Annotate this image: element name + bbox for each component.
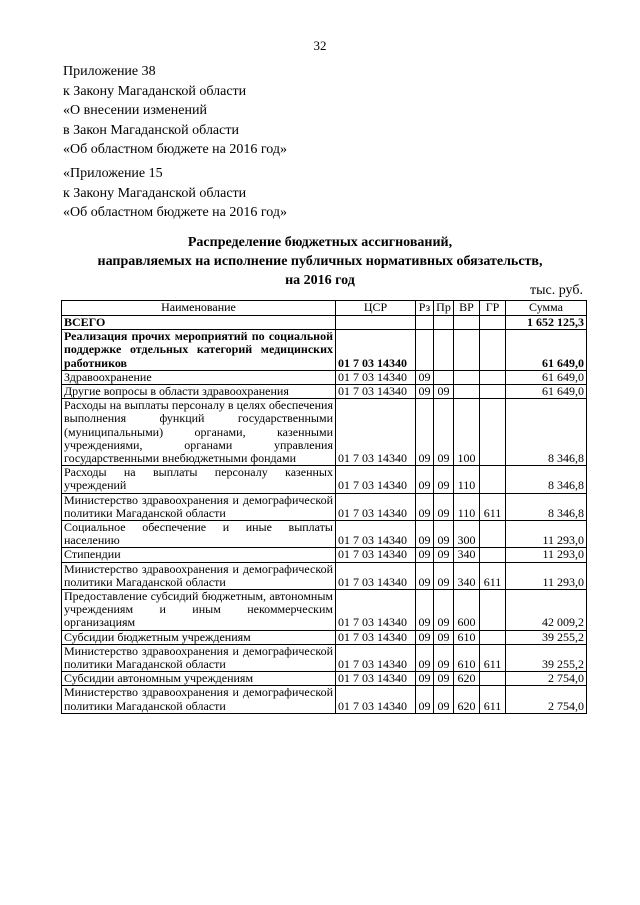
table-row — [62, 521, 587, 548]
appendix-header-line: Приложение 38 — [63, 64, 156, 79]
cell-csr: 01 7 03 14340 — [336, 521, 416, 548]
page-number: 32 — [313, 38, 327, 53]
cell-pr: 09 — [434, 385, 454, 399]
cell-csr: 01 7 03 14340 — [336, 672, 416, 686]
cell-csr: 01 7 03 14340 — [336, 370, 416, 384]
cell-csr: 01 7 03 14340 — [336, 686, 416, 713]
cell-csr: 01 7 03 14340 — [336, 562, 416, 589]
cell-csr — [336, 316, 416, 330]
column-header-rz: Рз — [416, 301, 434, 316]
budget-table — [61, 300, 587, 714]
title-line: направляемых на исполнение публичных нормативных обязательств, — [97, 254, 543, 269]
cell-gr — [480, 590, 506, 631]
cell-pr: 09 — [434, 562, 454, 589]
appendix-header-line: «О внесении изменений — [63, 103, 207, 118]
cell-name: Здравоохранение — [62, 370, 336, 384]
cell-gr — [480, 399, 506, 466]
cell-vr: 340 — [454, 548, 480, 562]
cell-sum: 1 652 125,3 — [506, 316, 587, 330]
cell-pr: 09 — [434, 521, 454, 548]
cell-sum: 11 293,0 — [506, 548, 587, 562]
cell-rz: 09 — [416, 672, 434, 686]
cell-vr: 620 — [454, 672, 480, 686]
cell-csr: 01 7 03 14340 — [336, 330, 416, 371]
table-row — [62, 493, 587, 520]
cell-pr: 09 — [434, 548, 454, 562]
appendix-subheader-line: «Приложение 15 — [63, 166, 163, 181]
table-row — [62, 330, 587, 371]
cell-csr: 01 7 03 14340 — [336, 493, 416, 520]
cell-gr — [480, 370, 506, 384]
cell-gr — [480, 630, 506, 644]
cell-rz — [416, 330, 434, 371]
cell-sum: 2 754,0 — [506, 672, 587, 686]
cell-sum: 8 346,8 — [506, 466, 587, 493]
cell-rz: 09 — [416, 548, 434, 562]
column-header-name: Наименование — [62, 301, 336, 316]
cell-name: Министерство здравоохранения и демографической политики Магаданской области — [62, 493, 336, 520]
appendix-header-line: «Об областном бюджете на 2016 год» — [63, 142, 287, 157]
cell-gr — [480, 330, 506, 371]
cell-csr: 01 7 03 14340 — [336, 399, 416, 466]
cell-name: Другие вопросы в области здравоохранения — [62, 385, 336, 399]
appendix-subheader-line: «Об областном бюджете на 2016 год» — [63, 205, 287, 220]
cell-csr: 01 7 03 14340 — [336, 385, 416, 399]
cell-pr: 09 — [434, 686, 454, 713]
cell-sum: 2 754,0 — [506, 686, 587, 713]
table-row — [62, 385, 587, 399]
cell-rz: 09 — [416, 521, 434, 548]
table-row — [62, 590, 587, 631]
cell-sum: 42 009,2 — [506, 590, 587, 631]
cell-rz — [416, 316, 434, 330]
cell-rz: 09 — [416, 644, 434, 671]
table-header-row — [62, 301, 587, 316]
cell-rz: 09 — [416, 590, 434, 631]
cell-pr: 09 — [434, 672, 454, 686]
table-body — [62, 316, 587, 714]
cell-csr: 01 7 03 14340 — [336, 548, 416, 562]
cell-name: Предоставление субсидий бюджетным, автономным учреждениям и иным некоммерческим организациям — [62, 590, 336, 631]
cell-vr: 110 — [454, 466, 480, 493]
cell-vr: 600 — [454, 590, 480, 631]
cell-rz: 09 — [416, 630, 434, 644]
cell-vr — [454, 316, 480, 330]
cell-pr: 09 — [434, 399, 454, 466]
cell-csr: 01 7 03 14340 — [336, 466, 416, 493]
column-header-vr: ВР — [454, 301, 480, 316]
appendix-header-line: к Закону Магаданской области — [63, 83, 247, 99]
cell-name: Министерство здравоохранения и демографической политики Магаданской области — [62, 644, 336, 671]
cell-pr — [434, 330, 454, 371]
table-row — [62, 370, 587, 384]
cell-rz: 09 — [416, 399, 434, 466]
appendix-subheader-line: к Закону Магаданской области — [63, 185, 247, 201]
cell-name: Расходы на выплаты персоналу казенных учреждений — [62, 466, 336, 493]
cell-pr: 09 — [434, 590, 454, 631]
cell-sum: 61 649,0 — [506, 330, 587, 371]
unit-label: тыс. руб. — [530, 283, 583, 298]
cell-gr: 611 — [480, 644, 506, 671]
cell-csr: 01 7 03 14340 — [336, 630, 416, 644]
cell-rz: 09 — [416, 466, 434, 493]
cell-csr: 01 7 03 14340 — [336, 644, 416, 671]
cell-vr — [454, 370, 480, 384]
cell-sum: 61 649,0 — [506, 385, 587, 399]
cell-sum: 11 293,0 — [506, 562, 587, 589]
cell-gr — [480, 672, 506, 686]
cell-vr: 100 — [454, 399, 480, 466]
cell-gr — [480, 316, 506, 330]
table-row — [62, 672, 587, 686]
cell-gr — [480, 548, 506, 562]
cell-vr — [454, 385, 480, 399]
table-row — [62, 644, 587, 671]
cell-csr: 01 7 03 14340 — [336, 590, 416, 631]
cell-sum: 11 293,0 — [506, 521, 587, 548]
cell-vr: 110 — [454, 493, 480, 520]
cell-gr: 611 — [480, 562, 506, 589]
cell-name: Стипендии — [62, 548, 336, 562]
total-row — [62, 316, 587, 330]
cell-gr — [480, 385, 506, 399]
cell-sum: 61 649,0 — [506, 370, 587, 384]
table-row — [62, 548, 587, 562]
table-row — [62, 466, 587, 493]
cell-name: Реализация прочих мероприятий по социальной поддержке отдельных категорий медицинских работников — [62, 330, 336, 371]
cell-name: Министерство здравоохранения и демографической политики Магаданской области — [62, 686, 336, 713]
column-header-csr: ЦСР — [336, 301, 416, 316]
cell-sum: 8 346,8 — [506, 493, 587, 520]
cell-name: Субсидии бюджетным учреждениям — [62, 630, 336, 644]
cell-name: Субсидии автономным учреждениям — [62, 672, 336, 686]
appendix-header-line: в Закон Магаданской области — [63, 122, 239, 138]
table-row — [62, 686, 587, 713]
cell-sum: 39 255,2 — [506, 644, 587, 671]
cell-vr: 610 — [454, 644, 480, 671]
title-line: на 2016 год — [285, 273, 355, 288]
cell-sum: 8 346,8 — [506, 399, 587, 466]
cell-name: ВСЕГО — [62, 316, 336, 330]
table-row — [62, 562, 587, 589]
cell-name: Социальное обеспечение и иные выплаты населению — [62, 521, 336, 548]
appendix-subheader — [63, 164, 287, 223]
title-line: Распределение бюджетных ассигнований, — [187, 235, 453, 250]
cell-rz: 09 — [416, 370, 434, 384]
cell-gr — [480, 466, 506, 493]
appendix-header — [63, 62, 287, 160]
cell-pr — [434, 370, 454, 384]
cell-vr — [454, 330, 480, 371]
cell-pr: 09 — [434, 630, 454, 644]
cell-gr — [480, 521, 506, 548]
table-row — [62, 630, 587, 644]
cell-rz: 09 — [416, 493, 434, 520]
document-title — [0, 233, 640, 290]
cell-gr: 611 — [480, 686, 506, 713]
cell-vr: 610 — [454, 630, 480, 644]
cell-vr: 300 — [454, 521, 480, 548]
cell-pr — [434, 316, 454, 330]
cell-rz: 09 — [416, 562, 434, 589]
cell-name: Расходы на выплаты персоналу в целях обеспечения выполнения функций государственными (муниципальными) органами, казенными учреждениями, органами управления государственными внебюджетными фондами — [62, 399, 336, 466]
column-header-sum: Сумма — [506, 301, 587, 316]
cell-pr: 09 — [434, 493, 454, 520]
cell-rz: 09 — [416, 686, 434, 713]
cell-name: Министерство здравоохранения и демографической политики Магаданской области — [62, 562, 336, 589]
table-row — [62, 399, 587, 466]
column-header-pr: Пр — [434, 301, 454, 316]
cell-sum: 39 255,2 — [506, 630, 587, 644]
cell-vr: 620 — [454, 686, 480, 713]
cell-vr: 340 — [454, 562, 480, 589]
cell-pr: 09 — [434, 466, 454, 493]
cell-rz: 09 — [416, 385, 434, 399]
column-header-gr: ГР — [480, 301, 506, 316]
cell-gr: 611 — [480, 493, 506, 520]
cell-pr: 09 — [434, 644, 454, 671]
